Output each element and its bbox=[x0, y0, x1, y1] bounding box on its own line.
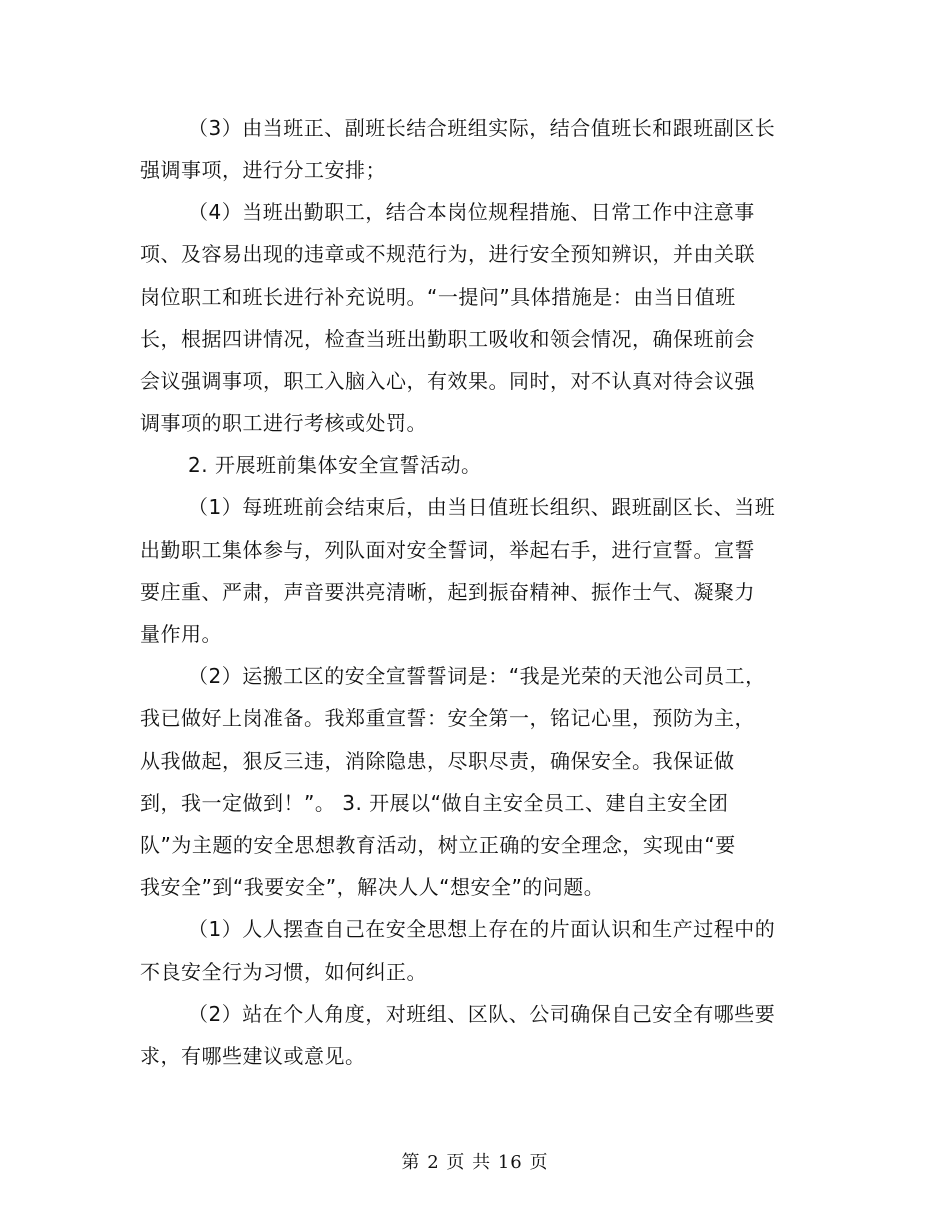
paragraph-line: （4）当班出勤职工，结合本岗位规程措施、日常工作中注意事 bbox=[188, 200, 755, 224]
paragraph-line: 不良安全行为习惯，如何纠正。 bbox=[140, 960, 427, 984]
paragraph-line: （2）站在个人角度，对班组、区队、公司确保自己安全有哪些要 bbox=[188, 1002, 776, 1026]
paragraph-line: 我安全”到“我要安全”，解决人人“想安全”的问题。 bbox=[140, 875, 605, 899]
paragraph-line: 队”为主题的安全思想教育活动，树立正确的安全理念，实现由“要 bbox=[140, 833, 736, 857]
paragraph-line: 求，有哪些建议或意见。 bbox=[140, 1044, 366, 1068]
paragraph-line: 项、及容易出现的违章或不规范行为，进行安全预知辨识，并由关联 bbox=[140, 242, 755, 266]
section-heading: 2. 开展班前集体安全宣誓活动。 bbox=[188, 453, 482, 477]
paragraph-line: 调事项的职工进行考核或处罚。 bbox=[140, 411, 427, 435]
paragraph-line: 出勤职工集体参与，列队面对安全誓词，举起右手，进行宣誓。宣誓 bbox=[140, 538, 755, 562]
paragraph-line: （3）由当班正、副班长结合班组实际，结合值班长和跟班副区长 bbox=[188, 116, 776, 140]
paragraph-line: 量作用。 bbox=[140, 622, 222, 646]
paragraph-line: （1）人人摆查自己在安全思想上存在的片面认识和生产过程中的 bbox=[188, 917, 776, 941]
paragraph-line: 我已做好上岗准备。我郑重宣誓：安全第一，铭记心里，预防为主， bbox=[140, 706, 755, 730]
paragraph-line: 强调事项，进行分工安排； bbox=[140, 158, 386, 182]
paragraph-line: 从我做起，狠反三违，消除隐患，尽职尽责，确保安全。我保证做 bbox=[140, 749, 735, 773]
paragraph-line: 会议强调事项，职工入脑入心，有效果。同时，对不认真对待会议强 bbox=[140, 369, 755, 393]
paragraph-line: （1）每班班前会结束后，由当日值班长组织、跟班副区长、当班 bbox=[188, 495, 776, 519]
paragraph-line: 到，我一定做到！”。 3. 开展以“做自主安全员工、建自主安全团 bbox=[140, 791, 729, 815]
paragraph-line: 要庄重、严肃，声音要洪亮清晰，起到振奋精神、振作士气、凝聚力 bbox=[140, 580, 755, 604]
paragraph-line: （2）运搬工区的安全宣誓誓词是：“我是光荣的天池公司员工， bbox=[188, 664, 766, 688]
page-number-footer: 第 2 页 共 16 页 bbox=[401, 1152, 549, 1173]
paragraph-line: 岗位职工和班长进行补充说明。“一提问”具体措施是：由当日值班 bbox=[140, 285, 736, 309]
paragraph-line: 长，根据四讲情况，检查当班出勤职工吸收和领会情况，确保班前会 bbox=[140, 327, 755, 351]
